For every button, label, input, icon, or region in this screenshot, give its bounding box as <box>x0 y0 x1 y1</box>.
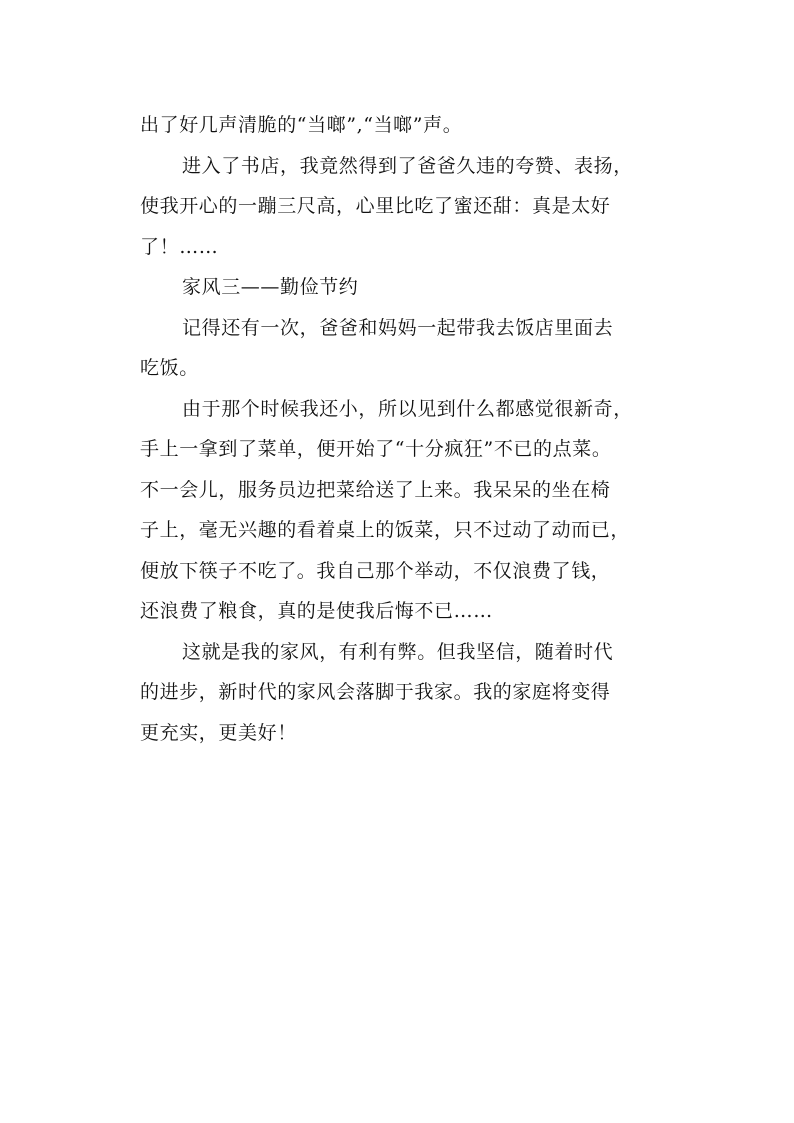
text-line-16: 更充实，更美好！ <box>140 721 297 744</box>
text-line-11: 子上，毫无兴趣的看着桌上的饭菜，只不过动了动而已， <box>140 519 631 541</box>
text-line-12: 便放下筷子不吃了。我自己那个举动，不仅浪费了钱， <box>140 559 611 582</box>
text-line-8: 由于那个时候我还小，所以见到什么都感觉很新奇， <box>182 397 633 420</box>
text-line-4: 了！…… <box>140 235 219 258</box>
text-line-9: 手上一拿到了菜单，便开始了“十分疯狂”不已的点菜。 <box>140 438 612 460</box>
text-line-1: 出了好几声清脆的“当啷”,“当啷”声。 <box>140 114 463 136</box>
text-line-6: 记得还有一次，爸爸和妈妈一起带我去饭店里面去 <box>182 316 614 339</box>
text-line-13: 还浪费了粮食，真的是使我后悔不已…… <box>140 600 493 622</box>
text-line-7: 吃饭。 <box>140 357 199 379</box>
section-heading: 家风三——勤俭节约 <box>182 276 359 298</box>
text-line-14: 这就是我的家风，有利有弊。但我坚信，随着时代 <box>182 640 614 663</box>
text-line-15: 的进步，新时代的家风会落脚于我家。我的家庭将变得 <box>140 681 611 703</box>
text-line-3: 使我开心的一蹦三尺高，心里比吃了蜜还甜：真是太好 <box>140 195 611 217</box>
text-line-2: 进入了书店，我竟然得到了爸爸久违的夸赞、表扬， <box>182 154 633 177</box>
document-body <box>140 105 676 753</box>
text-line-10: 不一会儿，服务员边把菜给送了上来。我呆呆的坐在椅 <box>140 478 611 501</box>
